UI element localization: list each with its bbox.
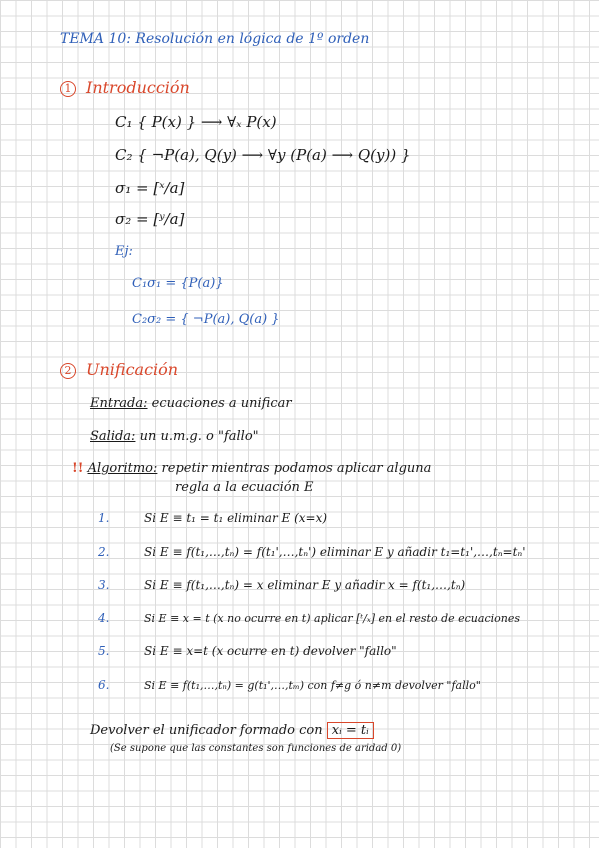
example-label: Ej: xyxy=(115,244,133,259)
output-line xyxy=(90,430,259,443)
rule-5 xyxy=(98,645,397,657)
section-number: 1 xyxy=(60,81,76,97)
rule-text: Si E ≡ t₁ = t₁ eliminar E (x=x) xyxy=(144,511,328,525)
output-label: Salida: xyxy=(90,429,136,444)
example-c2-sigma2: C₂σ₂ = { ¬P(a), Q(a) } xyxy=(132,312,280,327)
substitution-sigma2: σ₂ = [ʸ/a] xyxy=(115,210,185,228)
result-note: (Se supone que las constantes son funciones de aridad 0) xyxy=(110,743,402,754)
result-line xyxy=(90,724,374,737)
section-title: Unificación xyxy=(86,360,179,379)
rule-number: 4. xyxy=(98,611,110,625)
algorithm-line xyxy=(72,462,431,475)
result-box: xᵢ = tᵢ xyxy=(327,722,374,739)
rule-3 xyxy=(98,579,465,591)
rule-number: 2. xyxy=(98,545,110,559)
rule-number: 6. xyxy=(98,678,110,692)
section-title: Introducción xyxy=(86,78,190,97)
rule-number: 3. xyxy=(98,578,110,592)
substitution-sigma1: σ₁ = [ˣ/a] xyxy=(115,179,185,197)
input-line xyxy=(90,397,292,410)
section-heading-unificacion xyxy=(60,362,178,379)
algorithm-text: repetir mientras podamos aplicar alguna xyxy=(161,461,432,476)
input-label: Entrada: xyxy=(90,396,148,411)
rule-4 xyxy=(98,612,520,624)
important-mark: !! xyxy=(72,461,84,476)
rule-text: Si E ≡ x=t (x ocurre en t) devolver "fallo" xyxy=(144,644,397,658)
output-text: un u.m.g. o "fallo" xyxy=(139,429,259,444)
rule-2 xyxy=(98,546,526,558)
clause-c2: C₂ { ¬P(a), Q(y) ⟶ ∀y (P(a) ⟶ Q(y)) } xyxy=(115,146,411,164)
section-heading-introduccion xyxy=(60,80,190,97)
result-text: Devolver el unificador formado con xyxy=(90,723,323,738)
rule-number: 5. xyxy=(98,644,110,658)
rule-text: Si E ≡ f(t₁,…,tₙ) = f(t₁',…,tₙ') eliminar E y añadir t₁=t₁',…,tₙ=tₙ' xyxy=(144,545,526,559)
rule-text: Si E ≡ f(t₁,…,tₙ) = g(t₁',…,tₘ) con f≠g ó n≠m devolver "fallo" xyxy=(144,679,481,692)
algorithm-label: Algoritmo: xyxy=(87,461,158,476)
rule-number: 1. xyxy=(98,511,110,525)
rule-text: Si E ≡ f(t₁,…,tₙ) = x eliminar E y añadir x = f(t₁,…,tₙ) xyxy=(144,578,466,592)
section-number: 2 xyxy=(60,363,76,379)
input-text: ecuaciones a unificar xyxy=(151,396,292,411)
rule-6 xyxy=(98,679,481,691)
page-title: TEMA 10: Resolución en lógica de 1º orden xyxy=(60,31,370,47)
example-c1-sigma1: C₁σ₁ = {P(a)} xyxy=(132,276,224,291)
algorithm-text-continued: regla a la ecuación E xyxy=(175,480,314,495)
rule-text: Si E ≡ x = t (x no ocurre en t) aplicar [ᵗ/ₓ] en el resto de ecuaciones xyxy=(144,612,520,625)
clause-c1: C₁ { P(x) } ⟶ ∀ₓ P(x) xyxy=(115,113,277,131)
rule-1 xyxy=(98,512,327,524)
